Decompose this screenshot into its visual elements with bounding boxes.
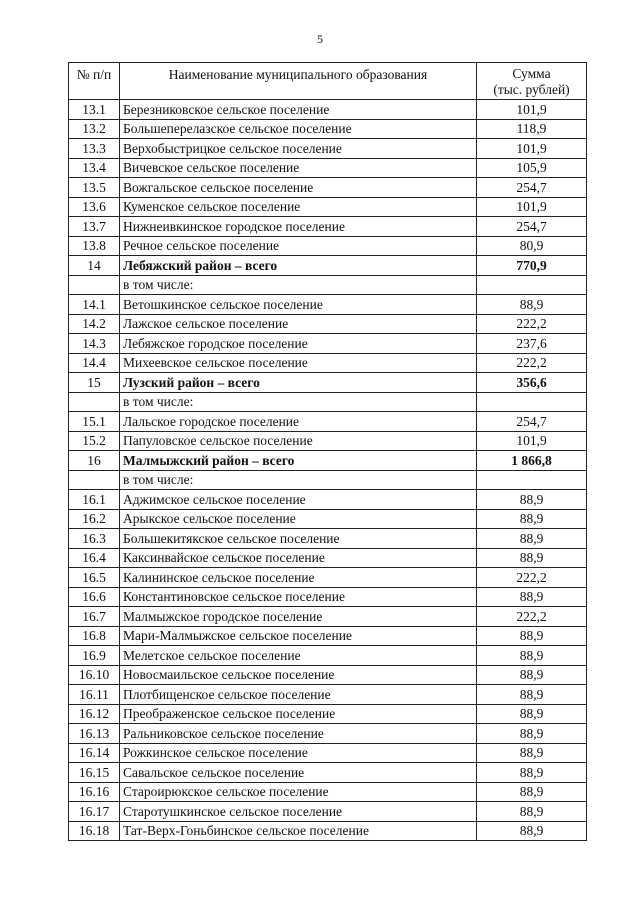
table-row [69,782,587,802]
table-row [69,587,587,607]
amount-cell: 88,9 [477,646,587,666]
row-number-cell: 14.4 [69,353,120,373]
municipality-name-cell: Ральниковское сельское поселение [120,724,477,744]
municipality-name-cell: Лальское городское поселение [120,412,477,432]
table-row [69,412,587,432]
row-number-cell: 13.3 [69,139,120,159]
table-row [69,821,587,841]
municipality-name-cell: Верхобыстрицкое сельское поселение [120,139,477,159]
table-row [69,139,587,159]
municipality-name-cell: Речное сельское поселение [120,236,477,256]
amount-cell: 356,6 [477,373,587,393]
municipality-name-cell: Савальское сельское поселение [120,763,477,783]
row-number-cell [69,470,120,490]
municipality-name-cell: Арыкское сельское поселение [120,509,477,529]
amount-cell: 101,9 [477,431,587,451]
amount-cell: 88,9 [477,548,587,568]
table-row [69,178,587,198]
row-number-cell [69,275,120,295]
municipality-name-cell: Малмыжское городское поселение [120,607,477,627]
table-row [69,314,587,334]
column-header-sum-line1: Сумма [512,66,551,81]
table-row [69,431,587,451]
municipality-name-cell: Лажское сельское поселение [120,314,477,334]
table-row [69,334,587,354]
table-row [69,490,587,510]
amount-cell: 88,9 [477,802,587,822]
row-number-cell: 16.6 [69,587,120,607]
row-number-cell: 13.6 [69,197,120,217]
amount-cell: 118,9 [477,119,587,139]
row-number-cell: 14.1 [69,295,120,315]
row-number-cell: 15 [69,373,120,393]
table-row [69,529,587,549]
amount-cell: 88,9 [477,704,587,724]
amount-cell: 254,7 [477,412,587,432]
table-row [69,646,587,666]
column-header-sum [477,63,587,100]
amount-cell: 88,9 [477,509,587,529]
table-row [69,743,587,763]
row-number-cell: 16.13 [69,724,120,744]
amount-cell: 88,9 [477,490,587,510]
amount-cell: 770,9 [477,256,587,276]
municipality-name-cell: Преображенское сельское поселение [120,704,477,724]
page-number: 5 [317,32,323,46]
subheading-row [69,470,587,490]
municipality-name-cell: Березниковское сельское поселение [120,100,477,120]
row-number-cell: 13.2 [69,119,120,139]
municipality-name-cell: Вичевское сельское поселение [120,158,477,178]
row-number-cell: 16.8 [69,626,120,646]
subheading-row [69,392,587,412]
column-header-number: № п/п [69,63,120,100]
amount-cell: 88,9 [477,763,587,783]
municipality-name-cell: Малмыжский район – всего [120,451,477,471]
row-number-cell: 13.8 [69,236,120,256]
row-number-cell [69,392,120,412]
row-number-cell: 15.2 [69,431,120,451]
amount-cell: 88,9 [477,295,587,315]
row-number-cell: 14 [69,256,120,276]
table-row [69,236,587,256]
municipality-name-cell: Папуловское сельское поселение [120,431,477,451]
row-number-cell: 16.5 [69,568,120,588]
row-number-cell: 16.12 [69,704,120,724]
municipality-name-cell: Мелетское сельское поселение [120,646,477,666]
municipality-name-cell: Каксинвайское сельское поселение [120,548,477,568]
row-number-cell: 14.2 [69,314,120,334]
district-total-row [69,451,587,471]
municipality-name-cell: Вожгальское сельское поселение [120,178,477,198]
amount-cell: 105,9 [477,158,587,178]
table-row [69,100,587,120]
municipality-name-cell: Рожкинское сельское поселение [120,743,477,763]
municipality-name-cell: в том числе: [120,470,477,490]
row-number-cell: 13.4 [69,158,120,178]
district-total-row [69,373,587,393]
amount-cell: 88,9 [477,724,587,744]
table-row [69,353,587,373]
table-body [69,100,587,841]
table-row [69,158,587,178]
table-row [69,295,587,315]
municipality-name-cell: Ветошкинское сельское поселение [120,295,477,315]
table-row [69,607,587,627]
row-number-cell: 16.9 [69,646,120,666]
municipality-name-cell: Куменское сельское поселение [120,197,477,217]
column-header-name: Наименование муниципального образования [120,63,477,100]
amount-cell: 88,9 [477,685,587,705]
allocation-table-container [68,62,587,841]
amount-cell: 222,2 [477,607,587,627]
table-row [69,724,587,744]
subheading-row [69,275,587,295]
table-row [69,763,587,783]
row-number-cell: 16.11 [69,685,120,705]
row-number-cell: 16.18 [69,821,120,841]
amount-cell [477,392,587,412]
municipality-name-cell: Большекитякское сельское поселение [120,529,477,549]
amount-cell: 254,7 [477,217,587,237]
municipality-name-cell: Лебяжский район – всего [120,256,477,276]
row-number-cell: 16.1 [69,490,120,510]
row-number-cell: 16 [69,451,120,471]
table-row [69,685,587,705]
municipality-name-cell: Лузский район – всего [120,373,477,393]
row-number-cell: 16.16 [69,782,120,802]
municipality-name-cell: в том числе: [120,275,477,295]
amount-cell: 222,2 [477,353,587,373]
municipality-name-cell: Калининское сельское поселение [120,568,477,588]
amount-cell: 88,9 [477,626,587,646]
amount-cell: 88,9 [477,782,587,802]
municipality-name-cell: в том числе: [120,392,477,412]
amount-cell: 88,9 [477,665,587,685]
row-number-cell: 16.4 [69,548,120,568]
table-row [69,665,587,685]
amount-cell: 254,7 [477,178,587,198]
amount-cell: 88,9 [477,529,587,549]
header-row [69,63,587,100]
table-row [69,802,587,822]
table-row [69,217,587,237]
amount-cell: 222,2 [477,568,587,588]
table-row [69,626,587,646]
municipality-name-cell: Староирюкское сельское поселение [120,782,477,802]
municipality-name-cell: Михеевское сельское поселение [120,353,477,373]
municipality-name-cell: Константиновское сельское поселение [120,587,477,607]
row-number-cell: 16.15 [69,763,120,783]
municipality-name-cell: Тат-Верх-Гоньбинское сельское поселение [120,821,477,841]
row-number-cell: 13.1 [69,100,120,120]
row-number-cell: 16.10 [69,665,120,685]
row-number-cell: 16.7 [69,607,120,627]
municipality-name-cell: Старотушкинское сельское поселение [120,802,477,822]
municipality-name-cell: Нижнеивкинское городское поселение [120,217,477,237]
table-row [69,509,587,529]
table-row [69,119,587,139]
amount-cell: 80,9 [477,236,587,256]
amount-cell: 101,9 [477,197,587,217]
amount-cell: 88,9 [477,587,587,607]
row-number-cell: 16.2 [69,509,120,529]
amount-cell [477,275,587,295]
table-header [69,63,587,100]
district-total-row [69,256,587,276]
row-number-cell: 14.3 [69,334,120,354]
municipality-name-cell: Новосмаильское сельское поселение [120,665,477,685]
amount-cell [477,470,587,490]
municipality-name-cell: Плотбищенское сельское поселение [120,685,477,705]
amount-cell: 1 866,8 [477,451,587,471]
amount-cell: 88,9 [477,821,587,841]
row-number-cell: 16.17 [69,802,120,822]
municipality-name-cell: Лебяжское городское поселение [120,334,477,354]
row-number-cell: 13.7 [69,217,120,237]
table-row [69,197,587,217]
row-number-cell: 16.14 [69,743,120,763]
table-row [69,568,587,588]
amount-cell: 222,2 [477,314,587,334]
row-number-cell: 13.5 [69,178,120,198]
amount-cell: 237,6 [477,334,587,354]
row-number-cell: 15.1 [69,412,120,432]
amount-cell: 88,9 [477,743,587,763]
municipality-name-cell: Большеперелазское сельское поселение [120,119,477,139]
municipality-name-cell: Аджимское сельское поселение [120,490,477,510]
row-number-cell: 16.3 [69,529,120,549]
municipality-name-cell: Мари-Малмыжское сельское поселение [120,626,477,646]
amount-cell: 101,9 [477,100,587,120]
column-header-sum-line2: (тыс. рублей) [493,82,570,97]
table-row [69,548,587,568]
table-row [69,704,587,724]
allocation-table [68,62,587,841]
amount-cell: 101,9 [477,139,587,159]
